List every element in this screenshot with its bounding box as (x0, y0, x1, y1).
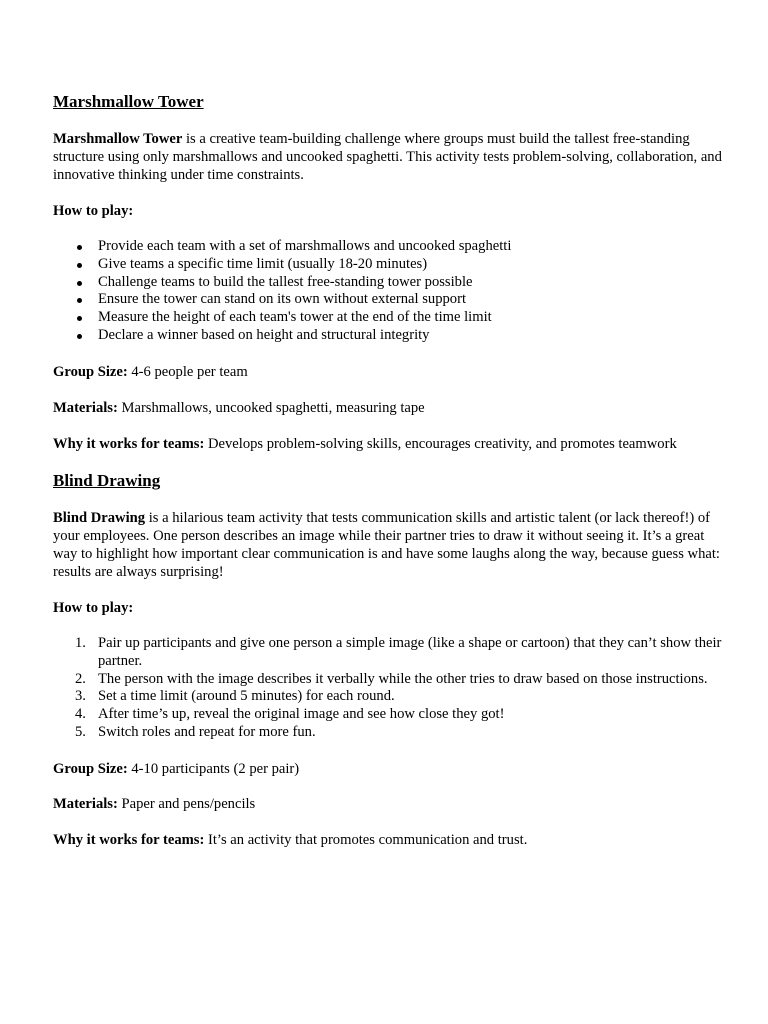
list-item: 1. Pair up participants and give one person a simple image (like a shape or cartoon) that they can’t show their partner. (75, 635, 722, 669)
intro-text: is a hilarious team activity that tests communication skills and artistic talent (or lack thereof!) of your employees. One person describes an image while their partner tries to draw it without seeing it. It’s a great way to highlight how important clear communication is and have some laughs along the way, because guess what: results are always surprising! (53, 510, 720, 580)
materials-blind-drawing: Materials: Paper and pens/pencils (53, 796, 256, 812)
intro-bold-term: Marshmallow Tower (53, 131, 183, 147)
group-size-blind-drawing: Group Size: 4-10 participants (2 per pair) (53, 761, 300, 777)
step-number: 2. (75, 670, 86, 687)
why-it-works-marshmallow-tower: Why it works for teams: Develops problem-solving skills, encourages creativity, and promotes teamwork (53, 436, 677, 452)
list-item: 2. The person with the image describes it verbally while the other tries to draw based on those instructions. (75, 670, 708, 687)
how-to-play-label: How to play: (53, 600, 134, 616)
section-heading-blind-drawing: Blind Drawing (53, 471, 161, 490)
steps-list-blind-drawing (53, 635, 733, 742)
step-number: 1. (75, 635, 86, 651)
list-item: 5. Switch roles and repeat for more fun. (75, 723, 316, 740)
intro-text: is a creative team-building challenge where groups must build the tallest free-standing structure using only marshmallows and uncooked spaghetti. This activity tests problem-solving, collaboration, and innovative thinking under time constraints. (53, 131, 722, 183)
steps-list-marshmallow-tower (53, 238, 733, 345)
intro-bold-term: Blind Drawing (53, 510, 146, 526)
list-item: 3. Set a time limit (around 5 minutes) for each round. (75, 688, 395, 705)
section-intro-blind-drawing (53, 509, 728, 581)
list-item: Measure the height of each team's tower at the end of the time limit (53, 309, 733, 327)
list-item: Provide each team with a set of marshmallows and uncooked spaghetti (53, 238, 733, 256)
step-number: 3. (75, 688, 86, 705)
why-it-works-blind-drawing: Why it works for teams: It’s an activity that promotes communication and trust. (53, 832, 528, 848)
step-number: 5. (75, 723, 86, 740)
list-item: Challenge teams to build the tallest free-standing tower possible (53, 274, 733, 292)
group-size-marshmallow-tower: Group Size: 4-6 people per team (53, 364, 248, 380)
section-intro-marshmallow-tower (53, 130, 728, 184)
list-item: 4. After time’s up, reveal the original image and see how close they got! (75, 706, 505, 723)
list-item: Give teams a specific time limit (usually 18-20 minutes) (53, 256, 733, 274)
how-to-play-label: How to play: (53, 203, 134, 219)
list-item: Declare a winner based on height and structural integrity (53, 327, 733, 345)
step-number: 4. (75, 706, 86, 723)
list-item: Ensure the tower can stand on its own without external support (53, 291, 733, 309)
materials-marshmallow-tower: Materials: Marshmallows, uncooked spaghetti, measuring tape (53, 400, 425, 416)
section-heading-marshmallow-tower: Marshmallow Tower (53, 92, 204, 111)
